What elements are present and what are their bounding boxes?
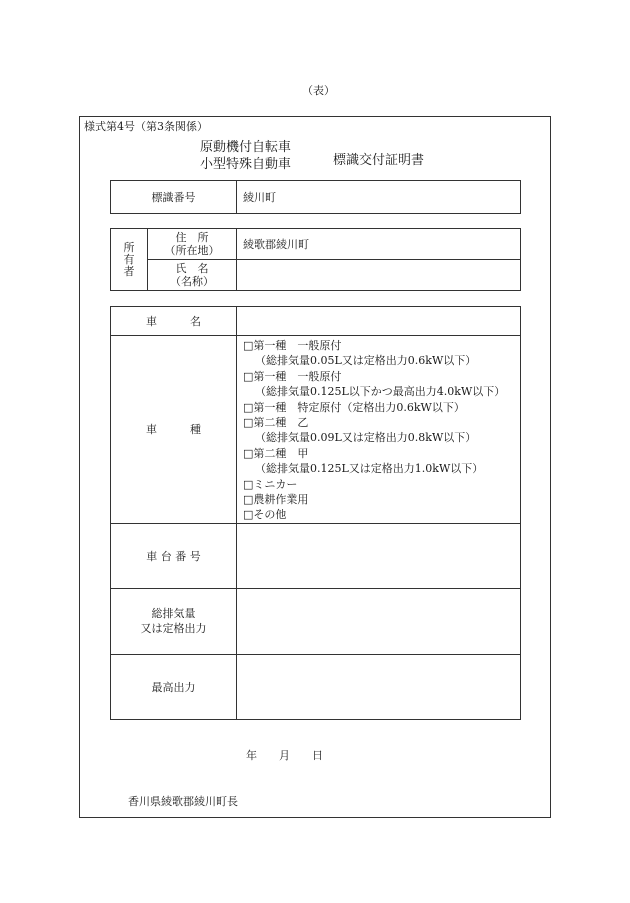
- name-value: [237, 260, 521, 291]
- max-output-value: [237, 654, 521, 719]
- displacement-value: [237, 588, 521, 654]
- side-label: （表）: [302, 84, 335, 97]
- address-value: 綾歌郡綾川町: [237, 229, 521, 260]
- owner-group-label: 所有者: [111, 229, 148, 291]
- type-option-note: （総排気量0.125L以下かつ最高出力4.0kW以下）: [255, 385, 506, 399]
- vehicle-name-value: [237, 307, 521, 336]
- title-main: 標識交付証明書: [333, 153, 425, 168]
- title-vehicle-moped: 原動機付自転車: [200, 140, 292, 155]
- vehicle-table: [110, 306, 521, 720]
- type-option-note: （総排気量0.05L又は定格出力0.6kW以下）: [255, 354, 477, 368]
- type-option-note: （総排気量0.125L又は定格出力1.0kW以下）: [255, 462, 484, 476]
- displacement-label: 総排気量 又は定格出力: [111, 588, 237, 654]
- name-label: 氏 名 （名称）: [148, 260, 237, 291]
- vehicle-name-label: 車 名: [111, 307, 237, 336]
- plate-value: 綾川町: [237, 181, 521, 214]
- chassis-value: [237, 523, 521, 588]
- type-option: □ミニカー: [243, 477, 298, 491]
- vehicle-type-label: 車 種: [111, 336, 237, 524]
- title-vehicle-special: 小型特殊自動車: [200, 157, 292, 172]
- form-number: 様式第4号（第3条関係）: [84, 120, 208, 133]
- type-option: □その他: [243, 508, 287, 522]
- chassis-label: 車 台 番 号: [111, 523, 237, 588]
- title-vehicle-types: [200, 139, 291, 173]
- date-line: 年 月 日: [246, 749, 323, 762]
- type-option: □農耕作業用: [243, 493, 309, 507]
- vehicle-type-options: [237, 336, 521, 524]
- owner-table: [110, 228, 521, 291]
- type-option: □第一種 特定原付（定格出力0.6kW以下）: [243, 400, 465, 414]
- type-option: □第一種 一般原付: [243, 369, 342, 383]
- plate-table: [110, 180, 521, 214]
- address-label: 住 所 （所在地）: [148, 229, 237, 260]
- type-option: □第二種 甲: [243, 446, 309, 460]
- type-option: □第一種 一般原付: [243, 339, 342, 352]
- issuer: 香川県綾歌郡綾川町長: [128, 795, 238, 808]
- plate-label: 標識番号: [111, 181, 237, 214]
- max-output-label: 最高出力: [111, 654, 237, 719]
- type-option-note: （総排気量0.09L又は定格出力0.8kW以下）: [255, 431, 477, 445]
- form-frame: [79, 116, 551, 818]
- type-option: □第二種 乙: [243, 416, 309, 430]
